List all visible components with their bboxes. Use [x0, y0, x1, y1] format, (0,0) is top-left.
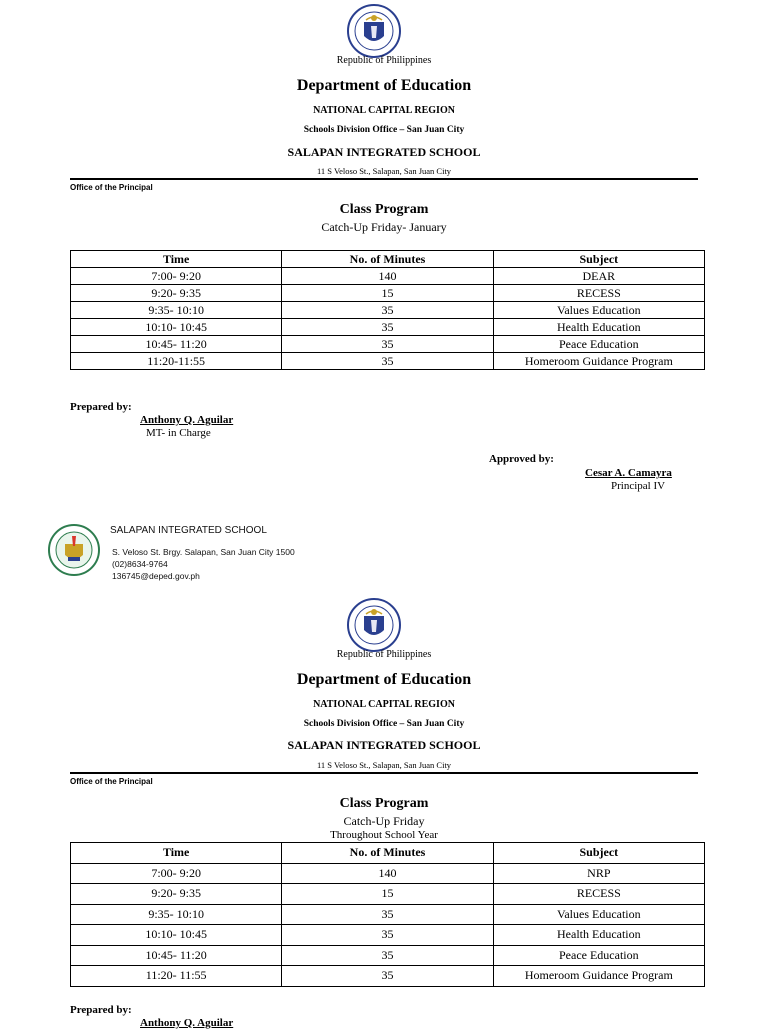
time-cell: 7:00- 9:20: [71, 863, 282, 884]
office-label: Office of the Principal: [70, 777, 153, 786]
program-title: Class Program: [339, 202, 429, 217]
region-label: NATIONAL CAPITAL REGION: [313, 699, 455, 710]
column-header: Subject: [493, 843, 704, 864]
subject-cell: Health Education: [493, 319, 704, 336]
minutes-cell: 15: [282, 884, 493, 905]
school-address: 11 S Veloso St., Salapan, San Juan City: [316, 760, 452, 770]
time-cell: 10:45- 11:20: [71, 945, 282, 966]
office-label: Office of the Principal: [70, 183, 153, 192]
minutes-cell: 35: [282, 302, 493, 319]
prepared-by-role: MT- in Charge: [146, 427, 211, 439]
table-row: [71, 966, 705, 987]
subject-cell: Values Education: [493, 904, 704, 925]
column-header: No. of Minutes: [282, 251, 493, 268]
school-logo-icon: [48, 524, 100, 576]
time-cell: 7:00- 9:20: [71, 268, 282, 285]
header-divider: [70, 772, 698, 774]
program-subtitle: Catch-Up Friday- January: [321, 220, 447, 234]
department-title: Department of Education: [296, 77, 472, 94]
table-row: [71, 925, 705, 946]
prepared-by-name: Anthony Q. Aguilar: [140, 1017, 234, 1029]
table-header-row: [71, 251, 705, 268]
table-row: [71, 863, 705, 884]
minutes-cell: 35: [282, 336, 493, 353]
column-header: Time: [71, 251, 282, 268]
deped-seal-icon: [347, 4, 401, 58]
subject-cell: RECESS: [493, 285, 704, 302]
region-label: NATIONAL CAPITAL REGION: [313, 105, 455, 116]
table-row: [71, 945, 705, 966]
subject-cell: Peace Education: [493, 945, 704, 966]
subject-cell: Health Education: [493, 925, 704, 946]
approved-by-role: Principal IV: [611, 480, 666, 492]
class-program-table: [70, 250, 705, 370]
table-row: [71, 904, 705, 925]
subject-cell: Homeroom Guidance Program: [493, 966, 704, 987]
minutes-cell: 35: [282, 319, 493, 336]
school-address: 11 S Veloso St., Salapan, San Juan City: [316, 166, 452, 176]
column-header: Subject: [493, 251, 704, 268]
footer-address: S. Veloso St. Brgy. Salapan, San Juan City 1500: [112, 547, 295, 557]
column-header: No. of Minutes: [282, 843, 493, 864]
program-subtitle: Catch-Up Friday: [343, 814, 425, 828]
program-subtitle-secondary: Throughout School Year: [330, 829, 438, 841]
subject-cell: Values Education: [493, 302, 704, 319]
school-name: SALAPAN INTEGRATED SCHOOL: [287, 738, 481, 752]
minutes-cell: 35: [282, 945, 493, 966]
minutes-cell: 15: [282, 285, 493, 302]
deped-seal-icon: [347, 598, 401, 652]
subject-cell: Homeroom Guidance Program: [493, 353, 704, 370]
footer-school-name: SALAPAN INTEGRATED SCHOOL: [110, 525, 267, 536]
class-program-table: [70, 842, 705, 987]
subject-cell: Peace Education: [493, 336, 704, 353]
time-cell: 11:20-11:55: [71, 353, 282, 370]
school-name: SALAPAN INTEGRATED SCHOOL: [287, 145, 481, 159]
table-row: [71, 884, 705, 905]
prepared-by-name: Anthony Q. Aguilar: [140, 414, 234, 426]
subject-cell: DEAR: [493, 268, 704, 285]
time-cell: 11:20- 11:55: [71, 966, 282, 987]
table-row: [71, 302, 705, 319]
table-row: [71, 336, 705, 353]
subject-cell: RECESS: [493, 884, 704, 905]
time-cell: 9:35- 10:10: [71, 904, 282, 925]
table-header-row: [71, 843, 705, 864]
republic-label: Republic of Philippines: [336, 55, 432, 66]
subject-cell: NRP: [493, 863, 704, 884]
header-divider: [70, 178, 698, 180]
footer-phone: (02)8634-9764: [112, 559, 168, 569]
time-cell: 10:45- 11:20: [71, 336, 282, 353]
minutes-cell: 35: [282, 925, 493, 946]
division-label: Schools Division Office – San Juan City: [303, 125, 465, 135]
minutes-cell: 140: [282, 863, 493, 884]
division-label: Schools Division Office – San Juan City: [303, 719, 465, 729]
time-cell: 9:35- 10:10: [71, 302, 282, 319]
program-title: Class Program: [339, 796, 429, 811]
approved-by-label: Approved by:: [489, 453, 554, 465]
approved-by-name: Cesar A. Camayra: [585, 467, 672, 479]
column-header: Time: [71, 843, 282, 864]
time-cell: 10:10- 10:45: [71, 925, 282, 946]
time-cell: 9:20- 9:35: [71, 884, 282, 905]
minutes-cell: 35: [282, 353, 493, 370]
department-title: Department of Education: [296, 671, 472, 688]
table-row: [71, 285, 705, 302]
prepared-by-label: Prepared by:: [70, 401, 132, 413]
table-row: [71, 353, 705, 370]
time-cell: 9:20- 9:35: [71, 285, 282, 302]
time-cell: 10:10- 10:45: [71, 319, 282, 336]
footer-email: 136745@deped.gov.ph: [112, 571, 200, 581]
republic-label: Republic of Philippines: [336, 649, 432, 660]
table-row: [71, 319, 705, 336]
minutes-cell: 140: [282, 268, 493, 285]
minutes-cell: 35: [282, 966, 493, 987]
prepared-by-label: Prepared by:: [70, 1004, 132, 1016]
table-row: [71, 268, 705, 285]
minutes-cell: 35: [282, 904, 493, 925]
